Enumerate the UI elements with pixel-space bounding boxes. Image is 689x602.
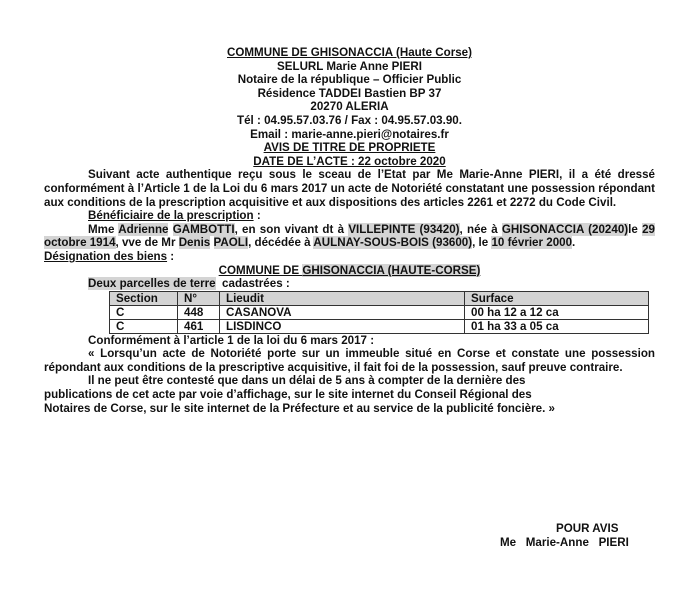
spouse-first-name: Denis [178, 236, 211, 250]
city: 20270 ALERIA [310, 100, 389, 114]
residence-place: VILLEPINTE (93420) [348, 222, 460, 236]
signature-line-1: POUR AVIS [556, 522, 619, 535]
parcels-intro [44, 277, 655, 291]
cell-section: C [110, 305, 178, 319]
birth-date: 29 octobre 1914 [44, 222, 655, 250]
cell-number: 448 [178, 305, 220, 319]
table-row [110, 305, 649, 319]
law-quote-1: « Lorsqu’un acte de Notoriété porte sur un immeuble situé en Corse et constate une possession répondant aux conditions de la prescriptive acquisitive, il fait foi de la possession, sauf preuve contraire. [44, 347, 655, 374]
col-lieudit: Lieudit [220, 291, 465, 305]
colon: : [167, 249, 175, 263]
cell-surface: 00 ha 12 a 12 ca [465, 305, 649, 319]
notary-role: Notaire de la république – Officier Public [237, 73, 462, 87]
col-section: Section [110, 291, 178, 305]
cell-section: C [110, 319, 178, 333]
cell-number: 461 [178, 319, 220, 333]
surname: GAMBOTTI [172, 222, 235, 236]
cell-lieudit: CASANOVA [220, 305, 465, 319]
first-name: Adrienne [118, 222, 169, 236]
beneficiary-paragraph [44, 223, 655, 250]
law-quote-2-line-2: publications de cet acte par voie d’affichage, sur le site internet du Conseil Régional des [44, 388, 532, 402]
cell-lieudit: LISDINCO [220, 319, 465, 333]
email: Email : marie-anne.pieri@notaires.fr [250, 127, 449, 141]
cell-surface: 01 ha 33 a 05 ca [465, 319, 649, 333]
deed-date: DATE DE L’ACTE : 22 octobre 2020 [253, 154, 446, 168]
law-reference: Conformément à l’article 1 de la loi du 6 mars 2017 : [88, 333, 375, 347]
text: le [628, 222, 643, 236]
text: , vve de Mr [115, 236, 179, 250]
text: COMMUNE DE [218, 263, 303, 277]
residence: Résidence TADDEI Bastien BP 37 [257, 86, 442, 100]
colon: : [253, 209, 261, 223]
parcels-count: Deux parcelles de terre [88, 277, 216, 291]
text: Mme [88, 222, 119, 236]
parcels-table [109, 291, 649, 334]
text: . [572, 236, 576, 250]
table-header-row [110, 291, 649, 305]
text: , en son vivant dt à [234, 222, 349, 236]
text: cadastrées : [215, 277, 290, 291]
commune-name: GHISONACCIA (HAUTE-CORSE) [302, 263, 481, 277]
text [210, 236, 213, 249]
beneficiary-heading-text: Bénéficiaire de la prescription [88, 209, 254, 223]
signature-block [500, 522, 660, 549]
text: , née à [459, 222, 502, 236]
law-quote-2-line-1: Il ne peut être contesté que dans un délai de 5 ans à compter de la dernière des [88, 374, 526, 388]
notice-title: AVIS DE TITRE DE PROPRIETE [263, 141, 436, 155]
table-row [110, 319, 649, 333]
firm-name: SELURL Marie Anne PIERI [277, 59, 422, 73]
col-number: N° [178, 291, 220, 305]
phone-fax: Tél : 04.95.57.03.76 / Fax : 04.95.57.03.90. [237, 113, 462, 127]
law-quote-2-line-3: Notaires de Corse, sur le site internet de la Préfecture et au service de la publicité foncière. » [44, 401, 555, 415]
beneficiary-heading [44, 209, 655, 223]
text: , décédée à [248, 236, 314, 250]
goods-heading-text: Désignation des biens [44, 249, 168, 263]
text: , le [472, 236, 492, 250]
death-place: AULNAY-SOUS-BOIS (93600) [313, 236, 473, 250]
intro-paragraph: Suivant acte authentique reçu sous le sceau de l’Etat par Me Marie-Anne PIERI, il a été dressé conformément à l’Article 1 de la Loi du 6 mars 2017 un acte de Notoriété constatant une possession répondant aux conditions de la prescription acquisitive et aux dispositions des articles 2261 et 2272 du Code Civil. [44, 168, 655, 209]
notice-document [44, 46, 655, 415]
goods-commune [44, 264, 655, 278]
commune-title: COMMUNE DE GHISONACCIA (Haute Corse) [227, 46, 472, 59]
spouse-last-name: PAOLI [213, 236, 249, 250]
notice-header [44, 46, 655, 168]
birth-place: GHISONACCIA (20240) [501, 222, 629, 236]
goods-heading [44, 250, 655, 264]
signature-line-2: Me Marie-Anne PIERI [500, 535, 629, 549]
death-date: 10 février 2000 [491, 236, 573, 250]
col-surface: Surface [465, 291, 649, 305]
